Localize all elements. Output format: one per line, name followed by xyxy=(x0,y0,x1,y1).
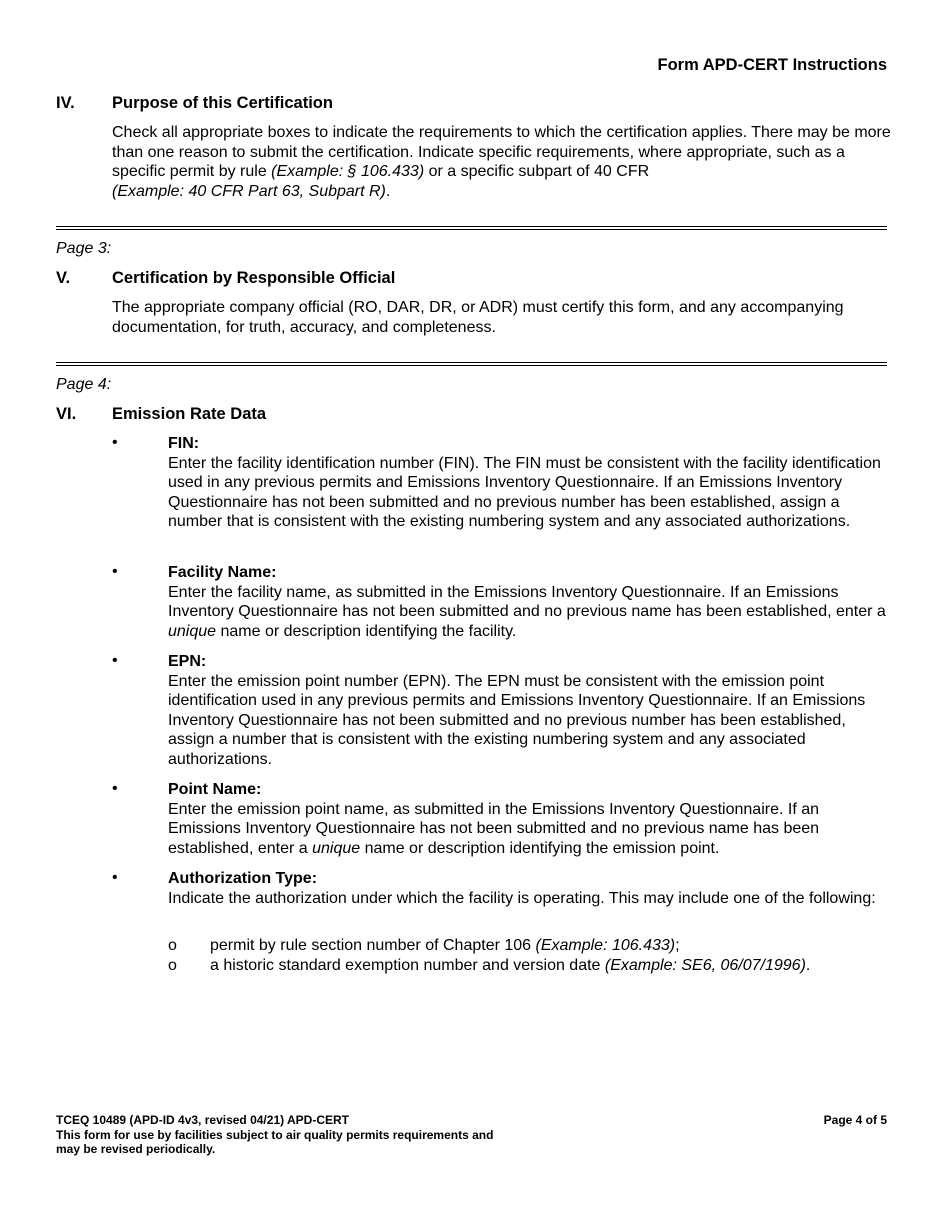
form-title: Form APD-CERT Instructions xyxy=(657,56,887,74)
bullet-icon: • xyxy=(112,563,118,580)
point-name-title: Point Name: xyxy=(168,781,262,798)
section-v-number: V. xyxy=(56,269,71,287)
divider-rule xyxy=(56,226,887,230)
fin-text: Enter the facility identification number (FIN). The FIN must be consistent with the facility identification used in any previous permits and Emissions Inventory Questionnaire. If an Emissions Inventory Questionnaire has not been submitted and no previous number has been established, assign a number that is consistent with the existing numbering system and any associated authorizations. xyxy=(168,454,881,531)
epn-title: EPN: xyxy=(168,653,207,670)
section-iv-heading xyxy=(56,94,333,113)
fin-item xyxy=(168,434,888,532)
point-name-text-b: name or description identifying the emission point. xyxy=(360,839,720,857)
bullet-icon: • xyxy=(112,780,118,797)
section-iv-example-b: (Example: 40 CFR Part 63, Subpart R) xyxy=(112,182,386,200)
sub2-end: . xyxy=(805,957,811,974)
section-iv-paragraph xyxy=(112,123,897,201)
facility-name-item xyxy=(168,563,888,641)
sub1-text: permit by rule section number of Chapter 106 xyxy=(210,937,536,954)
section-v-paragraph: The appropriate company official (RO, DAR, DR, or ADR) must certify this form, and any accompanying documentation, for truth, accuracy, and completeness. xyxy=(112,299,844,336)
point-name-item xyxy=(168,780,888,858)
facility-name-emph: unique xyxy=(168,622,217,640)
section-vi-number: VI. xyxy=(56,405,77,423)
section-iv-text-c: . xyxy=(385,182,391,200)
sub1-end: ; xyxy=(675,937,680,954)
section-iv-example-a: (Example: § 106.433) xyxy=(271,163,425,181)
page-number: Page 4 of 5 xyxy=(823,1113,887,1127)
sub1-example: (Example: 106.433) xyxy=(535,937,676,954)
authorization-sub-item-2 xyxy=(210,957,890,975)
point-name-text-a: Enter the emission point name, as submitted in the Emissions Inventory Questionnaire. If an Emissions Inventory Questionnaire has not been submitted and no previous name has been established, enter a xyxy=(168,800,820,857)
page-4-label: Page 4: xyxy=(56,376,112,393)
section-vi-title: Emission Rate Data xyxy=(112,405,267,423)
authorization-type-item xyxy=(168,869,888,908)
authorization-sub-item-1 xyxy=(210,937,890,955)
section-v-heading xyxy=(56,269,395,288)
sub-bullet-icon: o xyxy=(168,957,177,974)
bullet-icon: • xyxy=(112,434,118,451)
authorization-type-title: Authorization Type: xyxy=(168,870,318,887)
sub2-text: a historic standard exemption number and version date xyxy=(210,957,605,974)
facility-name-text-b: name or description identifying the facility. xyxy=(216,622,517,640)
footer-line-2: This form for use by facilities subject to air quality permits requirements and xyxy=(56,1127,494,1142)
facility-name-text-a: Enter the facility name, as submitted in the Emissions Inventory Questionnaire. If an Emissions Inventory Questionnaire has not been submitted and no previous name has been established, enter a xyxy=(168,583,886,621)
section-v-title: Certification by Responsible Official xyxy=(112,269,396,287)
epn-text: Enter the emission point number (EPN). The EPN must be consistent with the emission point identification used in any previous permits and Emissions Inventory Questionnaire. If an Emissions Inventory Questionnaire has not been submitted and no previous number has been established, assign a number that is consistent with the existing numbering system and any associated authorizations. xyxy=(168,672,866,768)
fin-title: FIN: xyxy=(168,435,200,452)
page-3-label: Page 3: xyxy=(56,240,112,257)
bullet-icon: • xyxy=(112,869,118,886)
authorization-type-text: Indicate the authorization under which the facility is operating. This may include one of the following: xyxy=(168,889,876,907)
footer-line-1: TCEQ 10489 (APD-ID 4v3, revised 04/21) APD-CERT xyxy=(56,1113,349,1127)
epn-item xyxy=(168,652,888,770)
section-iv-number: IV. xyxy=(56,94,75,112)
sub2-example: (Example: SE6, 06/07/1996) xyxy=(604,957,806,974)
facility-name-title: Facility Name: xyxy=(168,564,277,581)
footer-line-3: may be revised periodically. xyxy=(56,1142,216,1156)
point-name-emph: unique xyxy=(312,839,361,857)
section-iv-title: Purpose of this Certification xyxy=(112,94,333,112)
footer-info xyxy=(56,1113,493,1157)
sub-bullet-icon: o xyxy=(168,937,177,954)
section-iv-text-b: or a specific subpart of 40 CFR xyxy=(424,163,650,181)
bullet-icon: • xyxy=(112,652,118,669)
section-iv-text-a: Check all appropriate boxes to indicate the requirements to which the certification applies. There may be more than one reason to submit the certification. Indicate specific requirements, where appropriate, such as a specific permit by rule xyxy=(112,124,891,181)
divider-rule xyxy=(56,362,887,366)
section-vi-heading xyxy=(56,405,266,424)
